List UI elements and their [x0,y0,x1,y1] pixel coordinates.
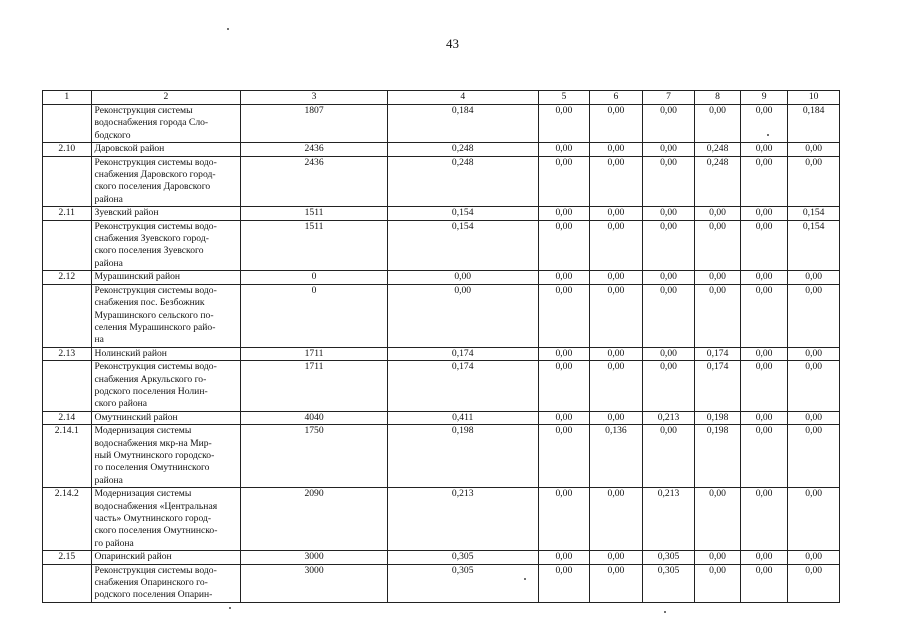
cell-col4: 0,184 [387,105,538,143]
header-cell: 9 [740,91,788,105]
page-number: 43 [446,36,459,51]
data-table [42,90,840,603]
scan-speck [229,607,231,609]
cell-c5: 0,00 [538,207,590,220]
header-cell: 8 [695,91,741,105]
cell-col4: 0,305 [387,551,538,564]
row-name [91,551,241,564]
cell-c6: 0,00 [590,347,643,360]
row-number: 2.14.2 [43,488,92,551]
cell-col3: 2090 [241,488,388,551]
row-number: 2.14.1 [43,425,92,488]
cell-c10: 0,00 [788,488,840,551]
cell-c10: 0,00 [788,564,840,602]
cell-c9: 0,00 [740,207,788,220]
district-row [43,207,840,220]
row-name [91,143,241,156]
cell-c10: 0,00 [788,551,840,564]
cell-c10: 0,00 [788,361,840,412]
cell-c5: 0,00 [538,271,590,284]
scan-speck [227,28,229,30]
cell-col3: 3000 [241,551,388,564]
row-name [91,488,241,551]
row-number [43,361,92,412]
row-name-line: Зуевский район [94,207,159,219]
header-cell: 2 [91,91,241,105]
cell-c8: 0,248 [695,156,741,207]
cell-c6: 0,00 [590,411,643,424]
cell-c9: 0,00 [740,284,788,347]
cell-c6: 0,00 [590,564,643,602]
row-name [91,425,241,488]
project-row [43,425,840,488]
cell-c7: 0,00 [642,105,695,143]
row-name-line: Реконструкция системы водо- [94,220,217,232]
row-name-line: Реконструкция системы [94,105,193,116]
row-number [43,156,92,207]
cell-c10: 0,00 [788,425,840,488]
row-name-line: водоснабжения «Центральная [94,500,218,512]
row-number [43,105,92,143]
cell-col4: 0,213 [387,488,538,551]
project-row [43,564,840,602]
cell-c10: 0,154 [788,207,840,220]
row-name-line: Реконструкция системы водо- [94,361,217,373]
row-name-line: ского района [94,398,148,410]
cell-c6: 0,00 [590,361,643,412]
cell-c7: 0,00 [642,207,695,220]
row-name-line: го поселения Омутнинского [94,462,210,474]
cell-c9: 0,00 [740,425,788,488]
row-number [43,564,92,602]
row-name-line: водоснабжения мкр-на Мир- [94,437,212,449]
cell-c9: 0,00 [740,411,788,424]
cell-c6: 0,00 [590,284,643,347]
cell-c8: 0,00 [695,488,741,551]
row-number: 2.10 [43,143,92,156]
cell-col4: 0,00 [387,284,538,347]
cell-c9: 0,00 [740,143,788,156]
project-row [43,156,840,207]
cell-c9: 0,00 [740,271,788,284]
row-name-line: го района [94,537,134,549]
cell-c9: 0,00 [740,361,788,412]
cell-col3: 1711 [241,361,388,412]
cell-c8: 0,00 [695,220,741,271]
row-name-line: часть» Омутнинского город- [94,513,212,524]
cell-c10: 0,00 [788,284,840,347]
row-name-line: района [94,474,123,486]
cell-c9: 0,00 [740,347,788,360]
header-cell: 3 [241,91,388,105]
cell-c6: 0,00 [590,220,643,271]
cell-c8: 0,00 [695,271,741,284]
cell-c9: 0,00 [740,156,788,207]
cell-c5: 0,00 [538,347,590,360]
cell-c6: 0,00 [590,271,643,284]
row-name-line: Нолинский район [94,347,167,359]
cell-col3: 1711 [241,347,388,360]
row-name-line: ского поселения Омутнинско- [94,525,218,537]
cell-col4: 0,248 [387,143,538,156]
row-name [91,284,241,347]
cell-c6: 0,00 [590,156,643,207]
row-name [91,105,241,143]
row-name [91,271,241,284]
cell-col3: 2436 [241,143,388,156]
row-name-line: родского поселения Нолин- [94,385,208,397]
cell-c6: 0,136 [590,425,643,488]
cell-col3: 0 [241,284,388,347]
cell-c5: 0,00 [538,361,590,412]
cell-c9: 0,00 [740,564,788,602]
row-number: 2.11 [43,207,92,220]
row-name-line: Модернизация системы [94,488,192,500]
row-name-line: Опаринский район [94,551,172,563]
row-name [91,564,241,602]
cell-col3: 1511 [241,207,388,220]
cell-c8: 0,00 [695,551,741,564]
row-number [43,220,92,271]
row-number: 2.13 [43,347,92,360]
row-name [91,220,241,271]
cell-c6: 0,00 [590,488,643,551]
cell-c7: 0,00 [642,156,695,207]
cell-c9: 0,00 [740,105,788,143]
project-row [43,105,840,143]
cell-c5: 0,00 [538,551,590,564]
header-cell: 5 [538,91,590,105]
scan-speck [524,578,526,580]
district-row [43,271,840,284]
row-name-line: снабжения пос. Безбожник [94,297,205,309]
district-row [43,551,840,564]
cell-c7: 0,00 [642,347,695,360]
row-name-line: ского поселения Зуевского [94,245,204,257]
header-cell: 10 [788,91,840,105]
cell-col4: 0,174 [387,347,538,360]
cell-c6: 0,00 [590,207,643,220]
row-name-line: Омутнинский район [94,411,178,423]
cell-c7: 0,213 [642,411,695,424]
header-cell: 7 [642,91,695,105]
row-name [91,156,241,207]
cell-c5: 0,00 [538,156,590,207]
cell-c10: 0,00 [788,156,840,207]
cell-c9: 0,00 [740,220,788,271]
row-number [43,284,92,347]
header-cell: 4 [387,91,538,105]
cell-c6: 0,00 [590,551,643,564]
cell-col3: 4040 [241,411,388,424]
row-name-line: Мурашинский район [94,271,181,283]
cell-c8: 0,00 [695,207,741,220]
project-row [43,361,840,412]
row-name-line: района [94,193,123,205]
cell-c9: 0,00 [740,488,788,551]
row-name-line: Реконструкция системы водо- [94,284,217,296]
cell-c6: 0,00 [590,143,643,156]
header-cell: 1 [43,91,92,105]
cell-col3: 3000 [241,564,388,602]
cell-c5: 0,00 [538,488,590,551]
district-row [43,143,840,156]
cell-c7: 0,00 [642,425,695,488]
row-number: 2.15 [43,551,92,564]
cell-c7: 0,305 [642,551,695,564]
cell-col3: 2436 [241,156,388,207]
cell-col4: 0,248 [387,156,538,207]
table-body [43,91,840,603]
row-name-line: снабжения Опаринского го- [94,577,208,589]
cell-col4: 0,305 [387,564,538,602]
cell-c7: 0,00 [642,361,695,412]
cell-c10: 0,00 [788,411,840,424]
cell-c8: 0,174 [695,361,741,412]
cell-c5: 0,00 [538,411,590,424]
row-name-line: снабжения Зуевского город- [94,233,209,245]
row-name [91,207,241,220]
row-name-line: Реконструкция системы водо- [94,156,217,168]
project-row [43,220,840,271]
cell-col4: 0,174 [387,361,538,412]
cell-c8: 0,198 [695,425,741,488]
project-row [43,284,840,347]
cell-c5: 0,00 [538,425,590,488]
row-name-line: снабжения Даровского город- [94,169,216,181]
row-name-line: ный Омутнинского городско- [94,449,215,461]
row-name-line: снабжения Аркульского го- [94,373,207,385]
cell-c7: 0,213 [642,488,695,551]
cell-c5: 0,00 [538,105,590,143]
cell-c7: 0,00 [642,143,695,156]
cell-c8: 0,174 [695,347,741,360]
row-name-line: района [94,257,123,269]
cell-c8: 0,248 [695,143,741,156]
cell-c10: 0,184 [788,105,840,143]
row-name-line: ского поселения Даровского [94,181,211,193]
cell-col3: 1750 [241,425,388,488]
district-row [43,347,840,360]
row-number: 2.14 [43,411,92,424]
cell-c5: 0,00 [538,220,590,271]
row-name-line: Реконструкция системы водо- [94,564,217,576]
cell-c6: 0,00 [590,105,643,143]
cell-col3: 1807 [241,105,388,143]
cell-c5: 0,00 [538,564,590,602]
cell-c5: 0,00 [538,143,590,156]
cell-c8: 0,198 [695,411,741,424]
cell-c10: 0,154 [788,220,840,271]
row-name-line: Мурашинского сельского по- [94,309,214,321]
cell-c8: 0,00 [695,564,741,602]
project-row [43,488,840,551]
row-name-line: на [94,334,104,346]
row-name-line: родского поселения Опарин- [94,589,213,601]
row-name-line: Модернизация системы [94,425,192,437]
scan-speck [767,134,769,136]
cell-c7: 0,305 [642,564,695,602]
cell-col4: 0,198 [387,425,538,488]
cell-col4: 0,154 [387,207,538,220]
row-name [91,411,241,424]
row-name [91,361,241,412]
cell-col4: 0,00 [387,271,538,284]
cell-col4: 0,411 [387,411,538,424]
cell-c9: 0,00 [740,551,788,564]
row-name-line: водоснабжения города Сло- [94,117,209,129]
cell-col3: 0 [241,271,388,284]
row-name-line: бодского [94,129,131,141]
row-name-line: селения Мурашинского райо- [94,321,216,333]
row-name-line: Даровской район [94,143,165,155]
cell-c5: 0,00 [538,284,590,347]
row-name [91,347,241,360]
cell-c10: 0,00 [788,143,840,156]
cell-c7: 0,00 [642,271,695,284]
scan-speck [664,611,666,613]
cell-c10: 0,00 [788,271,840,284]
cell-c8: 0,00 [695,284,741,347]
district-row [43,411,840,424]
cell-c10: 0,00 [788,347,840,360]
cell-c7: 0,00 [642,220,695,271]
cell-c8: 0,00 [695,105,741,143]
cell-col3: 1511 [241,220,388,271]
header-cell: 6 [590,91,643,105]
cell-c7: 0,00 [642,284,695,347]
table-header-row [43,91,840,105]
cell-col4: 0,154 [387,220,538,271]
row-number: 2.12 [43,271,92,284]
